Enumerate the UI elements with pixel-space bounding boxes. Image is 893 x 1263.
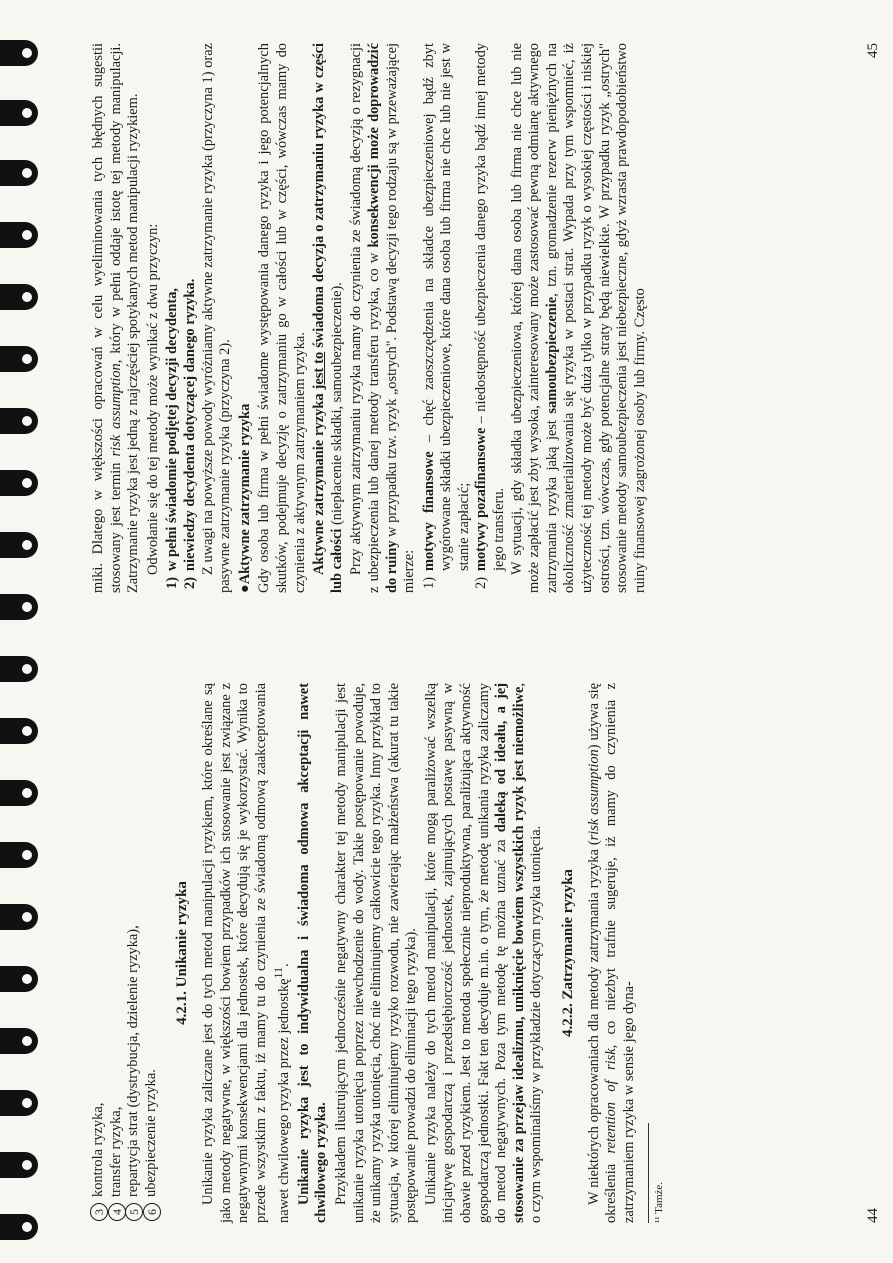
definition-paragraph: Unikanie ryzyka jest to indywidualna i świadoma odmowa akceptacji nawet chwilowego ryzyka. bbox=[295, 683, 330, 1223]
paragraph: W sytuacji, gdy składka ubezpieczeniowa, której dana osoba lub firma nie chce lub nie może zapłacić jest zbyt wysoka, zainteresowany może zastosować pewną odmianę aktywnego zatrzymania ryzyka jaką jest samoubezpieczenie, tzn. gromadzenie rezerw pieniężnych na okoliczność zmaterializowania się ryzyka w postaci strat. Wypada przy tym wspomnieć, iż użyteczność tej metody może być duża tylko w przypadku ryzyk o wysokiej częstości i niskiej ostrości, tzn. wówczas, gdy potencjalne straty będą niewielkie. W przypadku ryzyk „ostrych" stosowanie metody samoubezpieczenia jest niebezpieczne, gdyż wzrasta prawdopodobieństwo ruiny finansowej zagrożonej osoby lub firmy. Często bbox=[508, 43, 648, 593]
paragraph: Odwołanie się do tej metody może wynikać z dwu przyczyn: bbox=[144, 223, 161, 575]
list-item: 4 transfer ryzyka, bbox=[108, 683, 126, 1223]
footnote-ref: 11 bbox=[271, 966, 286, 979]
list-item: 5 repartycja strat (dystrybucja, dzielenie ryzyka), bbox=[125, 683, 143, 1223]
paragraph: Unikanie ryzyka należy do tych metod manipulacji, które mogą paraliżować wszelką inicjatywę gospodarczą i przedsiębiorczość jednostek, zajmujących postawę pasywną w obawie przed ryzykiem. Jest to metoda społecznie nieproduktywna, paraliżująca aktywność gospodarczą jednostki. Fakt ten decyduje m.in. o tym, że metodę unikania ryzyka zaliczamy do metod negatywnych. Poza tym metodę tę można uznać za daleką od ideału, a jej stosowanie za przejaw idealizmu, uniknięcie bowiem wszystkich ryzyk jest niemożliwe, o czym wspominaliśmy w przykładzie dotyczącym ryzyka utonięcia. bbox=[422, 683, 545, 1223]
subheading-active-retention: ● Aktywne zatrzymanie ryzyka bbox=[237, 43, 255, 593]
list-item: 3 kontrola ryzyka, bbox=[90, 683, 108, 1223]
paragraph: miki. Dlatego w większości opracowań w celu wyeliminowania tych błędnych sugestii stosowany jest termin risk assumption, który w pełni oddaje istotę tej metody manipulacji. Zatrzymanie ryzyka jest jedną z najczęściej spotykanych metod manipulacji ryzykiem. bbox=[90, 43, 142, 593]
paragraph: W niektórych opracowaniach dla metody zatrzymania ryzyka (risk assumption) używa się określenia retention of risk, co niezbyt trafnie sugeruje, iż mamy do czynienia z zatrzymaniem ryzyka w sensie jego dyna- bbox=[585, 683, 637, 1223]
list-item: 1) w pełni świadomie podjętej decyzji decydenta, bbox=[164, 288, 181, 589]
definition-paragraph: Aktywne zatrzymanie ryzyka jest to świadoma decyzja o zatrzymaniu ryzyka w części lub całości (niepłacenie składki, samoubezpieczenie). bbox=[311, 43, 345, 593]
paragraph: Przy aktywnym zatrzymaniu ryzyka mamy do czynienia ze świadomą decyzją o rezygnacji z ubezpieczenia lub danej metody transferu ryzyka, co w konsekwencji może doprowadzić do ruiny w przypadku tzw. ryzyk „ostrych". Podstawą decyzji tego rodzaju są w przeważającej mierze: bbox=[348, 43, 418, 593]
list-item: 1) motywy finansowe – chęć zaoszczędzenia na składce ubezpieczeniowej bądź zbyt wygórowane składki ubezpieczeniowe, które dana osoba lub firma nie chce lub nie jest w stanie zapłacić; bbox=[420, 43, 472, 589]
left-page bbox=[60, 653, 893, 1263]
list-item: 2) motywy pozafinansowe – niedostępność ubezpieczenia danego ryzyka bądź innej metody jego transferu. bbox=[473, 43, 508, 589]
page-number: 45 bbox=[865, 43, 882, 58]
paragraph: Unikanie ryzyka zaliczane jest do tych metod manipulacji ryzykiem, które określane są jako metody negatywne, w większości bowiem przypadków ich stosowanie jest związane z negatywnymi konsekwencjami dla jednostek, które decydują się je wykorzystać. Wynika to przede wszystkim z faktu, iż mamy tu do czynienia ze świadomą odmową zaakceptowania nawet chwilowego ryzyka przez jednostkę$^{11}$. bbox=[199, 683, 293, 1223]
spiral-binding bbox=[0, 0, 52, 1263]
book-spread bbox=[60, 0, 893, 1263]
page-number: 44 bbox=[865, 1208, 882, 1223]
risk-methods-list bbox=[90, 683, 160, 1223]
list-item: 6 ubezpieczenie ryzyka. bbox=[143, 683, 161, 1223]
paragraph: Z uwagi na powyższe powody wyróżniamy aktywne zatrzymanie ryzyka (przyczyna 1) oraz pasywne zatrzymanie ryzyka (przyczyna 2). bbox=[199, 43, 234, 593]
section-heading-unikanie: 4.2.1. Unikanie ryzyka bbox=[174, 881, 191, 1025]
paragraph: Gdy osoba lub firma w pełni świadome występowania danego ryzyka i jego potencjalnych skutków, podejmuje decyzję o zatrzymaniu go w całości lub w części, wówczas mamy do czynienia z aktywnym zatrzymaniem ryzyka. bbox=[256, 43, 308, 593]
list-item: 2) niewiedzy decydenta dotyczącej danego ryzyka. bbox=[181, 278, 198, 589]
paragraph: Przykładem ilustrującym jednocześnie negatywny charakter tej metody manipulacji jest unikanie ryzyka utonięcia poprzez niewchodzenie do wody. Takie postępowanie powoduje, że unikamy ryzyka utonięcia, choć nie eliminujemy całkowicie tego ryzyka. Inny przykład to sytuacja, w której eliminujemy ryzyko rozwodu, nie zawierając małżeństwa (akurat tu takie postępowanie prowadzi do eliminacji tego ryzyka). bbox=[332, 683, 420, 1223]
footnote-divider bbox=[648, 1123, 649, 1223]
footnote: ¹¹ Tamże. bbox=[653, 1181, 666, 1223]
right-page bbox=[60, 13, 893, 623]
section-heading-zatrzymanie: 4.2.2. Zatrzymanie ryzyka bbox=[560, 869, 577, 1037]
